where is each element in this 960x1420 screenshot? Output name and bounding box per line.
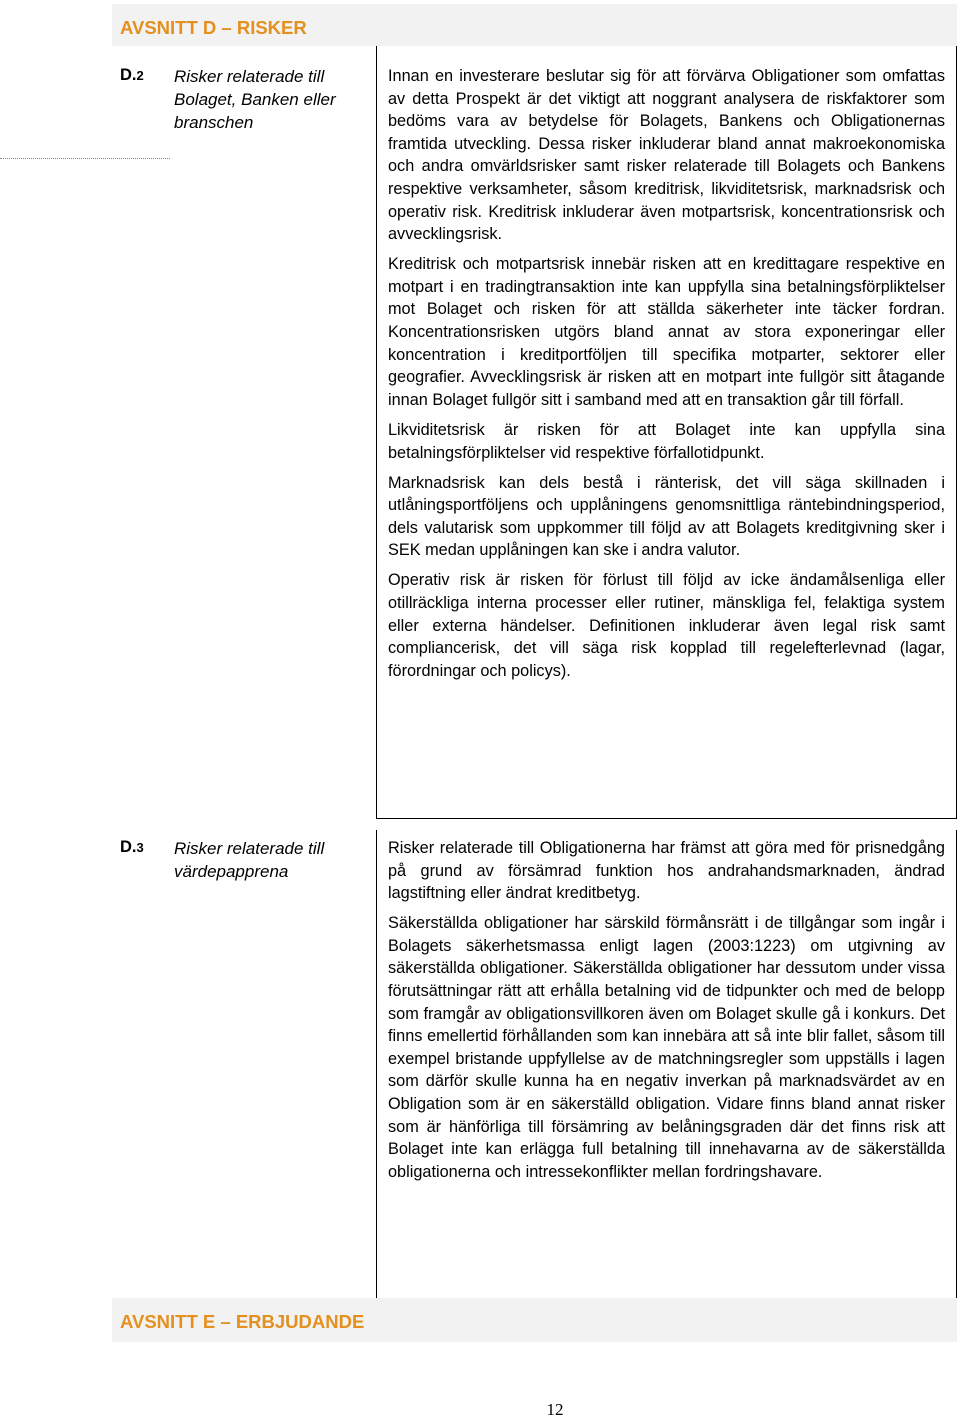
row-title-d2: Risker relaterade till Bolaget, Banken eller branschen	[174, 67, 336, 132]
row-content-d3	[388, 837, 945, 1191]
paragraph: Kreditrisk och motpartsrisk innebär risken att en kredittagare respektive en motpart i en tradingtransaktion inte kan uppfylla sina betalningsförpliktelser mot Bolaget och risken för att ställda säkerheter inte täcker fordran. Koncentrationsrisken utgörs bland annat av stora exponeringar eller koncentration i kreditportföljen till specifika motparter, sektorer eller geografier. Avvecklingsrisk är risken att en motpart inte fullgör sitt åtagande innan Bolaget fullgör sitt i samband med att en transaktion går till förfall.	[388, 255, 945, 409]
section-e-header: AVSNITT E – ERBJUDANDE	[112, 1298, 957, 1342]
dotted-divider	[0, 158, 170, 159]
column-divider-right	[956, 46, 957, 818]
section-d-header: AVSNITT D – RISKER	[112, 4, 957, 46]
row-title-d3: Risker relaterade till värdepapprena	[174, 839, 325, 881]
row-code-d2	[120, 66, 144, 85]
column-divider-left-2	[376, 830, 377, 1298]
code-number: 3	[136, 840, 144, 855]
row-code-d3	[120, 838, 144, 857]
paragraph: Risker relaterade till Obligationerna har främst att göra med för prisnedgång på grund av försämrad funktion hos andrahandsmarknaden, ändrad lagstiftning eller ändrat kreditbetyg.	[388, 839, 945, 903]
paragraph: Säkerställda obligationer har särskild förmånsrätt i de tillgångar som ingår i Bolagets säkerhetsmassa enligt lagen (2003:1223) om utgivning av säkerställda obligationer. Säkerställda obligationer har dessutom under vissa förutsättningar rätt att erhålla betalning vid de tidpunkter och med de belopp som framgår av obligationsvillkoren även om Bolaget skulle gå i konkurs. Det finns emellertid förhållanden som kan innebära att så inte blir fallet, såsom till exempel bristande uppfyllelse av de matchningsregler som uppställs i lagen som därför skulle kunna ha en negativ inverkan på marknadsvärdet av en Obligation som är en säkerställd obligation. Vidare finns bland annat risker som är hänförliga till försämring av belåningsgraden där det finns risk att Bolaget inte kan erlägga full betalning till innehavarna av de säkerställda obligationerna och intressekonflikter mellan fordringshavare.	[388, 914, 945, 1181]
paragraph: Operativ risk är risken för förlust till följd av icke ändamålsenliga eller otillräckliga interna processer eller rutiner, mänskliga fel, felaktiga system eller externa händelser. Definitionen inkluderar även legal risk samt compliancerisk, det vill säga risk kopplad till regelefterlevnad (lagar, förordningar och policys).	[388, 571, 945, 680]
paragraph: Innan en investerare beslutar sig för att förvärva Obligationer som omfattas av detta Prospekt är det viktigt att noggrant analysera de riskfaktorer som bedöms vara av betydelse för Bolagets, Bankens och Obligationernas framtida utveckling. Dessa risker inkluderar bland annat makroekonomiska och andra omvärldsrisker samt risker relaterade till Bolagets och Bankens respektive verksamheter, såsom kreditrisk, likviditetsrisk, marknadsrisk och operativ risk. Kreditrisk inkluderar även motpartsrisk, koncentrationsrisk och avvecklingsrisk.	[388, 67, 945, 244]
code-number: 2	[136, 68, 144, 83]
column-divider-left	[376, 46, 377, 818]
paragraph: Likviditetsrisk är risken för att Bolaget inte kan uppfylla sina betalningsförpliktelser vid respektive förfallotidpunkt.	[388, 420, 945, 462]
column-divider-right-2	[956, 830, 957, 1298]
code-prefix: D.	[120, 838, 137, 856]
row-divider	[376, 818, 957, 819]
page-number: 12	[546, 1400, 564, 1419]
code-prefix: D.	[120, 66, 137, 84]
paragraph: Marknadsrisk kan dels bestå i ränterisk, det vill säga skillnaden i utlåningsportföljens och upplåningens genomsnittliga räntebindningsperiod, dels valutarisk som uppkommer till följd av att Bolagets kreditgivning sker i SEK medan upplåningen kan ske i andra valutor.	[388, 473, 945, 560]
row-content-d2	[388, 65, 945, 690]
